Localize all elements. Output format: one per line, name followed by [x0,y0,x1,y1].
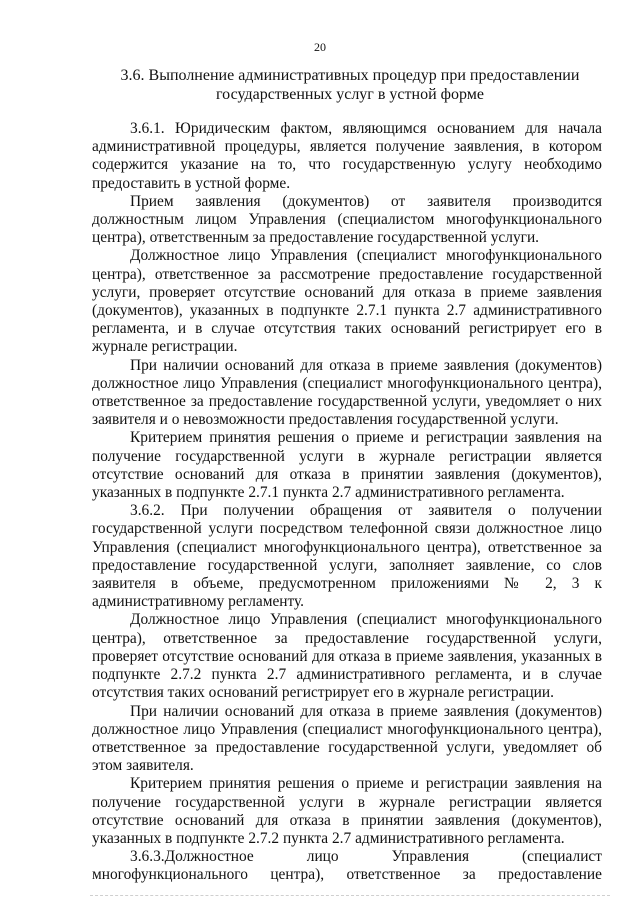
document-body [92,120,602,885]
paragraph: При наличии оснований для отказа в приеме заявления (документов) должностное лицо Управления (специалист многофункционального центра), ответственное за предоставление государственной услуги, уведомляет об этом заявителя. [92,702,602,775]
paragraph: 3.6.1. Юридическим фактом, являющимся основанием для начала административной процедуры, является получение заявления, в котором содержится указание на то, что государственную услугу необходимо предоставить в устной форме. [92,120,602,192]
section-title: 3.6. Выполнение административных процедур при предоставлении государственных услуг в устной форме [120,67,580,103]
paragraph: При наличии оснований для отказа в приеме заявления (документов) должностное лицо Управления (специалист многофункционального центра), ответственное за предоставление государственной услуги, уведомляет о них заявителя и о невозможности предоставления государственной услуги. [92,356,602,429]
paragraph: Критерием принятия решения о приеме и регистрации заявления на получение государственной услуги в журнале регистрации является отсутствие оснований для отказа в принятии заявления (документов), указанных в подпункте 2.7.2 пункта 2.7 административного регламента. [92,775,602,847]
paragraph: Должностное лицо Управления (специалист многофункционального центра), ответственное за предоставление государственной услуги, проверяет отсутствие оснований для отказа в приеме заявления, указанных в подпункте 2.7.2 пункта 2.7 административного регламента, и в случае отсутствия таких оснований регистрирует его в журнале регистрации. [92,611,602,702]
paragraph: 3.6.2. При получении обращения от заявителя о получении государственной услуги посредством телефонной связи должностное лицо Управления (специалист многофункционального центра), ответственное за предоставление государственной услуги, заполняет заявление, со слов заявителя в объеме, предусмотренном приложениями № 2, 3 к административному регламенту. [92,502,602,611]
paragraph: Должностное лицо Управления (специалист многофункционального центра), ответственное за рассмотрение предоставление государственной услуги, проверяет отсутствие оснований для отказа в приеме заявления (документов), указанных в подпункте 2.7.1 пункта 2.7 административного регламента, и в случае отсутствия таких оснований регистрирует его в журнале регистрации. [92,247,602,356]
page-bottom-edge [90,895,610,896]
paragraph: Прием заявления (документов) от заявителя производится должностным лицом Управления (специалистом многофункционального центра), ответственным за предоставление государственной услуги. [92,192,602,247]
page-number: 20 [314,40,326,54]
paragraph: Критерием принятия решения о приеме и регистрации заявления на получение государственной услуги в журнале регистрации является отсутствие оснований для отказа в принятии заявления (документов), указанных в подпункте 2.7.1 пункта 2.7 административного регламента. [92,429,602,502]
paragraph: 3.6.3.Должностное лицо Управления (специалист многофункционального центра), ответственное за предоставление [92,848,602,884]
